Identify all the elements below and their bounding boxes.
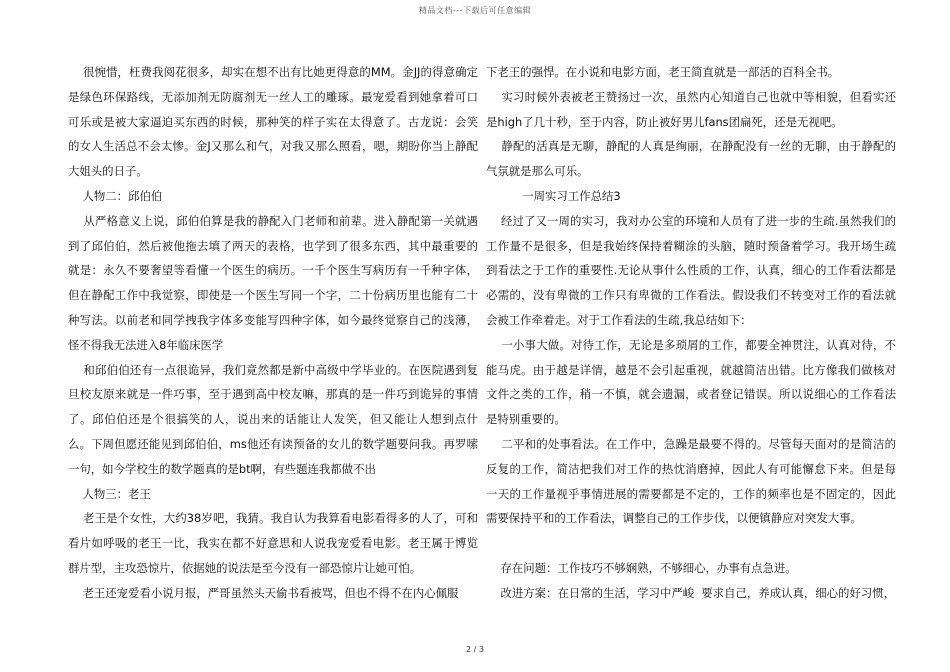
left-column — [68, 60, 478, 606]
paragraph: 和邱伯伯还有一点很诡异，我们竟然都是新中高级中学毕业的。在医院遇到复旦校友原来就是一件巧事，至于遇到高中校友嘛，那真的是一件巧到诡异的事情了。邱伯伯还是个很搞笑的人，说出来的话能让人发笑，但又能让人想到点什么。下周但愿还能见到邱伯伯，ms他还有读预备的女儿的数学题要问我。再罗嗦一句，如今学校生的数学题真的是bt啊，有些题连我都做不出 — [68, 362, 478, 476]
paragraph: 一小事大做。对待工作，无论是多琐屑的工作，都要全神贯注，认真对待，不能马虎。由于越是详情，越是不会引起重视，就越简洁出错。比方像我们做核对文件之类的工作，稍一不慎，就会遗漏，或者登记错误。所以说细心的工作看法是特别重要的。 — [486, 337, 896, 427]
paragraph: 很惋惜，枉费我阅花很多，却实在想不出有比她更得意的MM。金JJ的得意确定是绿色环保路线，无添加剂无防腐剂无一丝人工的雕琢。最宠爱看到她拿着可口可乐或是被大家逼迫买东西的时候，那种笑的样子实在太得意了。古龙说：会笑的女人生活总不会太惨。金J又那么和气，对我又那么照看，嗯，期盼你当上静配大姐头的日子。 — [68, 65, 478, 179]
paragraph: 老王是个女性，大约38岁吧，我猜。我自认为我算看电影看得多的人了，可和看片如呼吸的老王一比，我实在都不好意思和人说我宠爱看电影。老王属于博览群片型，主攻恐惊片，依据她的说法是至今没有一部恐惊片让她可怕。 — [68, 511, 479, 575]
right-column — [486, 60, 896, 606]
paragraph: 改进方案：在日常的生活，学习中严峻 要求自己，养成认真，细心的好习惯， — [486, 585, 896, 600]
page-number: 2 / 3 — [466, 645, 484, 654]
paragraph: 实习时候外表被老王赞扬过一次，虽然内心知道自己也就中等相貌，但看实还是high了几十秒，至于内容，防止被好男儿fans团扁死，还是无视吧。 — [486, 89, 896, 129]
section-heading: 人物二：邱伯伯 — [68, 188, 163, 203]
paragraph: 从严格意义上说，邱伯伯算是我的静配入门老师和前辈。进入静配第一关就遇到了邱伯伯，然后被他拖去填了两天的表格，也学到了很多东西，其中最重要的就是：永久不要奢望等看懂一个医生的病历。一千个医生写病历有一千种字体，但在静配工作中我觉察，即使是一个医生写同一个字，二十份病历里也能有二十种写法。以前老和同学拽我字体多变能写四种字体，如今最终觉察自己的浅薄，怪不得我无法进入8年临床医学 — [68, 213, 478, 352]
paragraph: 静配的活真是无聊，静配的人真是绚丽，在静配没有一丝的无聊，由于静配的气氛就是那么可乐。 — [486, 139, 896, 179]
blank-line — [486, 531, 896, 556]
paragraph: 下老王的强悍。在小说和电影方面，老王简直就是一部活的百科全书。 — [486, 65, 840, 79]
paragraph: 经过了又一周的实习，我对办公室的环境和人员有了进一步的生疏.虽然我们的工作量不是很多，但是我始终保持着糊涂的头脑，随时预备着学习。我开场生疏到看法之于工作的重要性.无论从事什么性质的工作，认真，细心的工作看法都是必需的，没有卑微的工作只有卑微的工作看法。假设我们不转变对工作的看法就会被工作牵着走。对于工作看法的生疏,我总结如下： — [486, 213, 896, 327]
page-header: 精品文档---下载后可任意编辑 — [418, 6, 532, 15]
paragraph: 二平和的处事看法。在工作中，急躁是最要不得的。尽管每天面对的是简洁的反复的工作，简洁把我们对工作的热忱消磨掉，因此人有可能懈怠下来。但是每一天的工作量视乎事情进展的需要都是不定的，工作的频率也是不固定的，因此需要保持平和的工作看法，调整自己的工作步伐，以便镇静应对突发大事。 — [486, 436, 896, 526]
section-heading: 人物三：老王 — [68, 486, 151, 501]
paragraph: 老王还宠爱看小说月报，严哥虽然头天偷书看被骂，但也不得不在内心佩服 — [68, 585, 459, 600]
section-title: 一周实习工作总结3 — [486, 188, 621, 203]
paragraph: 存在问题：工作技巧不够娴熟，不够细心，办事有点急进。 — [486, 560, 797, 575]
